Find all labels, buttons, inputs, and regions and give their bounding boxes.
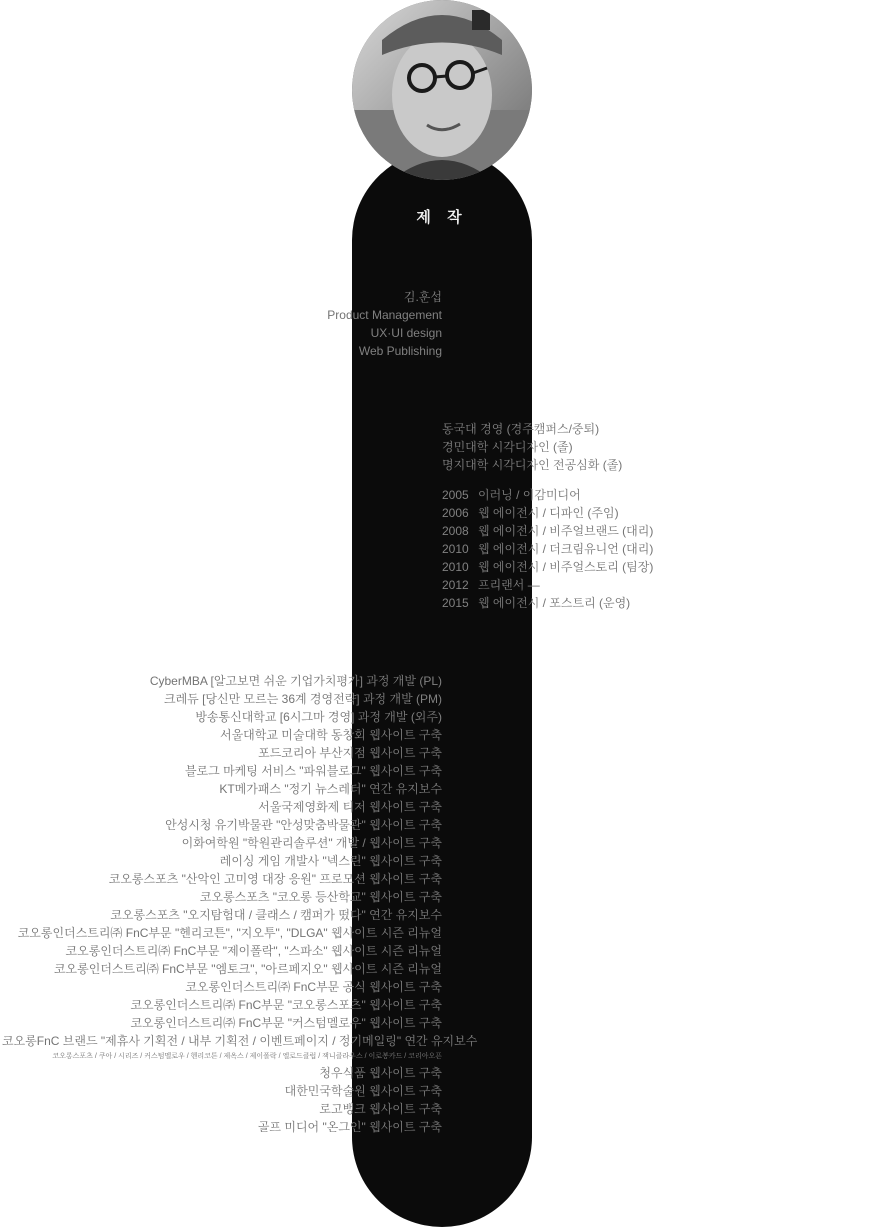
- work-item: 크레듀 [당신만 모르는 36계 경영전략] 과정 개발 (PM): [163, 692, 442, 706]
- career-year: 2015: [442, 596, 469, 610]
- career-year: 2012: [442, 578, 469, 592]
- education-item: 경민대학 시각디자인 (졸): [442, 440, 573, 454]
- work-item: 서울국제영화제 티저 웹사이트 구축: [258, 800, 442, 814]
- work-item: 코오롱FnC 브랜드 "제휴사 기획전 / 내부 기획전 / 이벤트페이지 / 정기메일링" 연간 유지보수: [2, 1034, 478, 1048]
- career-year: 2010: [442, 542, 469, 556]
- work-item: 대한민국학술원 웹사이트 구축: [284, 1084, 442, 1098]
- work-item: 코오롱스포츠 "오지탐험대 / 클래스 / 캠퍼가 떴다" 연간 유지보수: [110, 908, 442, 922]
- person-name: 김.훈섭: [403, 290, 442, 304]
- work-item: 코오롱인더스트리㈜ FnC부문 공식 웹사이트 구축: [185, 980, 442, 994]
- education-item: 명지대학 시각디자인 전공심화 (졸): [442, 458, 623, 472]
- career-list: [442, 486, 653, 612]
- career-item: [442, 558, 653, 576]
- career-year: 2008: [442, 524, 469, 538]
- career-text: 프리랜서 —: [478, 578, 540, 592]
- work-item: CyberMBA [알고보면 쉬운 기업가치평가] 과정 개발 (PL): [149, 674, 442, 688]
- work-item: 코오롱인더스트리㈜ FnC부문 "커스텀멜로우" 웹사이트 구축: [130, 1016, 442, 1030]
- work-item: 포드코리아 부산지점 웹사이트 구축: [258, 746, 442, 760]
- career-text: 이러닝 / 이감미디어: [478, 488, 581, 502]
- career-year: 2005: [442, 488, 469, 502]
- profile-photo: [352, 0, 532, 180]
- person-role: UX·UI design: [370, 326, 442, 340]
- career-item: [442, 540, 653, 558]
- career-text: 웹 에이전시 / 디파인 (주임): [478, 506, 619, 520]
- career-text: 웹 에이전시 / 포스트리 (운영): [478, 596, 631, 610]
- person-role: Product Management: [327, 308, 442, 322]
- work-item: 코오롱스포츠 "산악인 고미영 대장 응원" 프로모션 웹사이트 구축: [108, 872, 442, 886]
- work-item: 레이싱 게임 개발사 "넥스린" 웹사이트 구축: [219, 854, 442, 868]
- work-item: 안성시청 유기박물관 "안성맞춤박물관" 웹사이트 구축: [165, 818, 442, 832]
- work-item: 코오롱인더스트리㈜ FnC부문 "코오롱스포츠" 웹사이트 구축: [130, 998, 442, 1012]
- career-item: [442, 486, 653, 504]
- work-item: 코오롱인더스트리㈜ FnC부문 "헨리코튼", "지오투", "DLGA" 웹사이트 시즌 리뉴얼: [17, 926, 442, 940]
- person-role: Web Publishing: [358, 344, 442, 358]
- work-item: 이화여학원 "학원관리솔루션" 개발 / 웹사이트 구축: [181, 836, 442, 850]
- education-list: [442, 420, 622, 474]
- section-title: 제 작: [416, 209, 468, 226]
- work-item: 블로그 마케팅 서비스 "파워블로그" 웹사이트 구축: [184, 764, 442, 778]
- career-item: [442, 504, 653, 522]
- work-item: 로고뱅크 웹사이트 구축: [319, 1102, 442, 1116]
- work-item: 골프 미디어 "온그인" 웹사이트 구축: [257, 1120, 442, 1134]
- work-item-brands: 코오롱스포츠 / 쿠아 / 시리즈 / 커스텀멜로우 / 헨리코튼 / 제옥스 / 제이폴락 / 엘로드클럽 / 잭니클라우스 / 이로봉카드 / 코리아오픈: [52, 1053, 442, 1060]
- career-item: [442, 522, 653, 540]
- career-item: [442, 594, 653, 612]
- work-item: 서울대학교 미술대학 동창회 웹사이트 구축: [220, 728, 442, 742]
- work-item: 방송통신대학교 [6시그마 경영] 과정 개발 (외주): [195, 710, 442, 724]
- career-year: 2010: [442, 560, 469, 574]
- work-item: 코오롱스포츠 "코오롱 등산학교" 웹사이트 구축: [199, 890, 442, 904]
- education-item: 동국대 경영 (경주캠퍼스/중퇴): [442, 422, 600, 436]
- career-item: [442, 576, 653, 594]
- person-info: [142, 288, 442, 360]
- career-year: 2006: [442, 506, 469, 520]
- career-text: 웹 에이전시 / 비주얼스토리 (팀장): [478, 560, 654, 574]
- career-text: 웹 에이전시 / 더크림유니언 (대리): [478, 542, 654, 556]
- work-item: 코오롱인더스트리㈜ FnC부문 "엠토크", "아르페지오" 웹사이트 시즌 리뉴얼: [53, 962, 442, 976]
- work-item: 코오롱인더스트리㈜ FnC부문 "제이폴락", "스파소" 웹사이트 시즌 리뉴얼: [65, 944, 442, 958]
- work-item: KT메가패스 "정기 뉴스레터" 연간 유지보수: [219, 782, 442, 796]
- work-item: 청우식품 웹사이트 구축: [319, 1066, 442, 1080]
- career-text: 웹 에이전시 / 비주얼브랜드 (대리): [478, 524, 654, 538]
- works-list: [2, 672, 478, 1136]
